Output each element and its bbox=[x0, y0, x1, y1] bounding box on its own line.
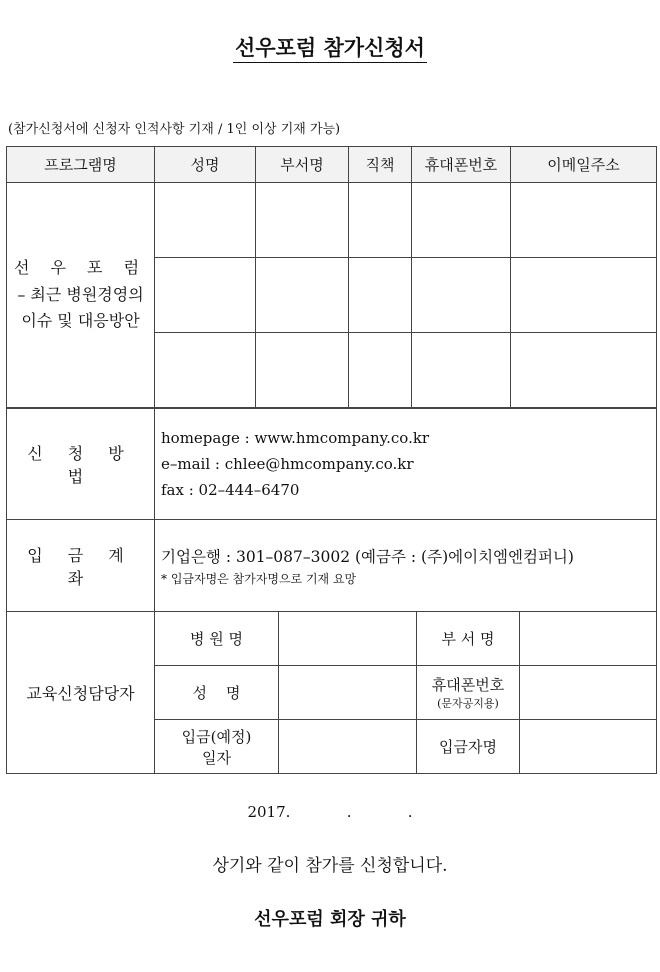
position-field-3[interactable] bbox=[349, 333, 412, 408]
name-field[interactable] bbox=[279, 666, 417, 720]
program-line-1: 선 우 포 럼 bbox=[13, 258, 148, 278]
participant-table bbox=[6, 146, 657, 408]
addressee-text: 선우포럼 회장 귀하 bbox=[254, 909, 406, 930]
phone-field-2[interactable] bbox=[412, 258, 511, 333]
header-department: 부서명 bbox=[256, 147, 349, 183]
department-field[interactable] bbox=[520, 612, 657, 666]
department-label: 부 서 명 bbox=[417, 612, 520, 666]
apply-method-details bbox=[155, 409, 657, 520]
contact-row-1 bbox=[7, 612, 657, 666]
department-field-2[interactable] bbox=[256, 258, 349, 333]
phone-note: (문자공지용) bbox=[437, 697, 499, 710]
phone-label: 휴대폰번호 bbox=[431, 676, 505, 694]
deposit-account-label: 입 금 계 좌 bbox=[7, 520, 155, 612]
page-title bbox=[0, 32, 660, 62]
name-field-3[interactable] bbox=[155, 333, 256, 408]
payment-date-field[interactable] bbox=[279, 720, 417, 774]
payer-field[interactable] bbox=[520, 720, 657, 774]
participant-row-1 bbox=[7, 183, 657, 258]
phone-field-1[interactable] bbox=[412, 183, 511, 258]
contact-table bbox=[6, 611, 657, 774]
fax-text: fax : 02–444–6470 bbox=[161, 481, 300, 499]
payment-date-line-1: 입금(예정) bbox=[181, 727, 252, 746]
hospital-field[interactable] bbox=[279, 612, 417, 666]
email-field-3[interactable] bbox=[511, 333, 657, 408]
payment-date-line-2: 일자 bbox=[202, 748, 231, 767]
bank-account-text: 기업은행 : 301–087–3002 (예금주 : (주)에이치엠엔컴퍼니) bbox=[161, 547, 574, 566]
program-line-2: – 최근 병원경영의 bbox=[17, 284, 144, 304]
name-field-1[interactable] bbox=[155, 183, 256, 258]
deposit-account-details bbox=[155, 520, 657, 612]
phone-field-3[interactable] bbox=[412, 333, 511, 408]
phone-field[interactable] bbox=[520, 666, 657, 720]
department-field-3[interactable] bbox=[256, 333, 349, 408]
title-text: 선우포럼 참가신청서 bbox=[233, 35, 427, 63]
email-text: e–mail : chlee@hmcompany.co.kr bbox=[161, 455, 414, 473]
position-field-2[interactable] bbox=[349, 258, 412, 333]
header-position: 직책 bbox=[349, 147, 412, 183]
header-email: 이메일주소 bbox=[511, 147, 657, 183]
deposit-account-row bbox=[7, 520, 657, 612]
instruction-note: (참가신청서에 신청자 인적사항 기재 / 1인 이상 기재 가능) bbox=[8, 122, 341, 137]
apply-method-row bbox=[7, 409, 657, 520]
email-field-1[interactable] bbox=[511, 183, 657, 258]
payer-label: 입금자명 bbox=[417, 720, 520, 774]
payment-date-label bbox=[155, 720, 279, 774]
application-info-table bbox=[6, 408, 657, 612]
name-field-2[interactable] bbox=[155, 258, 256, 333]
hospital-label: 병 원 명 bbox=[155, 612, 279, 666]
department-field-1[interactable] bbox=[256, 183, 349, 258]
header-program: 프로그램명 bbox=[7, 147, 155, 183]
program-line-3: 이슈 및 대응방안 bbox=[21, 311, 140, 331]
name-label: 성 명 bbox=[155, 666, 279, 720]
declaration-text: 상기와 같이 참가를 신청합니다. bbox=[212, 856, 448, 876]
table-header-row bbox=[7, 147, 657, 183]
program-name-cell bbox=[7, 183, 155, 408]
header-phone: 휴대폰번호 bbox=[412, 147, 511, 183]
phone-label-cell bbox=[417, 666, 520, 720]
depositor-note: * 입금자명은 참가자명으로 기재 요망 bbox=[161, 571, 357, 586]
position-field-1[interactable] bbox=[349, 183, 412, 258]
email-field-2[interactable] bbox=[511, 258, 657, 333]
application-date: 2017. . . bbox=[247, 803, 413, 821]
apply-method-label: 신 청 방 법 bbox=[7, 409, 155, 520]
contact-person-label: 교육신청담당자 bbox=[7, 612, 155, 774]
homepage-text: homepage : www.hmcompany.co.kr bbox=[161, 429, 430, 447]
header-name: 성명 bbox=[155, 147, 256, 183]
